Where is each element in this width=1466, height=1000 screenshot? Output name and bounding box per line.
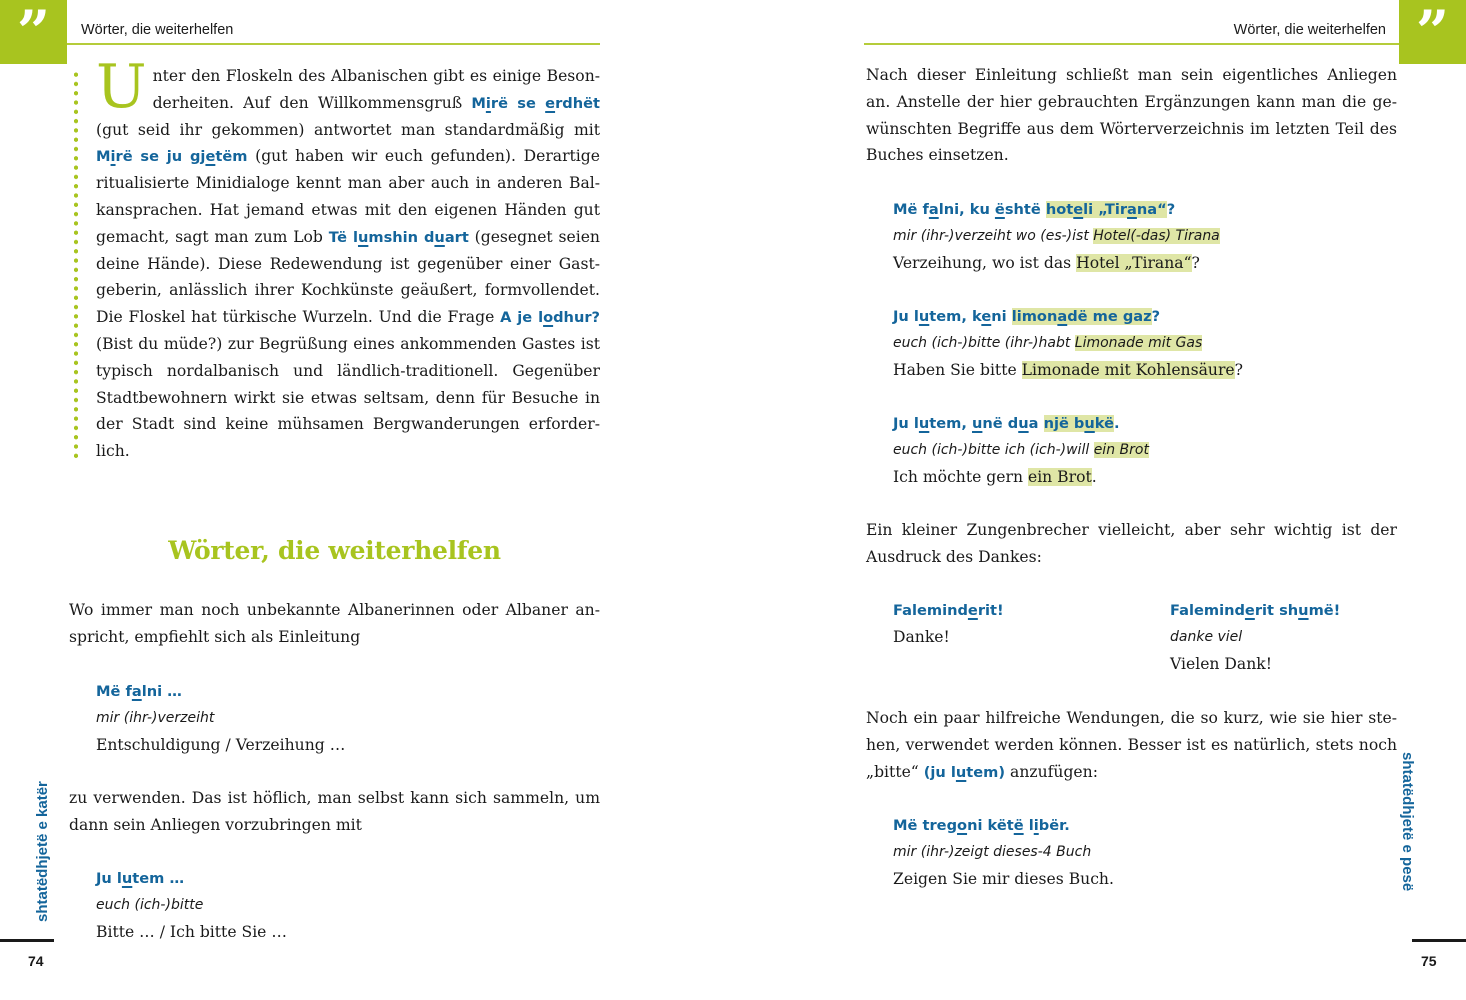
albanian-phrase: Më falni … [96,683,182,700]
albanian-phrase: Të lumshin duart [328,228,469,246]
gloss-line: mir (ihr-)zeigt dieses-4 Buch [893,843,1092,860]
footer-rule [1412,939,1466,942]
thanks-phrase [1170,597,1397,677]
side-page-label: shtatëdhjetë e pesë [1399,752,1416,892]
translation-line: Verzeihung, wo ist das Hotel „Tirana“? [893,253,1200,272]
side-page-label: shtatëdhjetë e katër [34,781,51,922]
closing-quote-icon: ” [0,0,67,64]
highlighted-term: Hotel(-das) Tirana [1093,227,1220,244]
highlighted-term: limonadë me gaz [1011,308,1152,325]
albanian-phrase: Faleminderit! [893,602,1004,619]
albanian-phrase: Ju lutem, keni limonadë me gaz? [893,308,1161,325]
page-number: 75 [1421,953,1437,969]
paragraph: Nach dieser Einleitung schließt man sein eigentliches Anliegen an. Anstelle der hier gebrauchten Ergänzungen kann man die ge- wünschten Begriffe aus dem Wörterverzeichnis im letzten Teil des Buches einsetzen. [866,66,1397,165]
translation-line: Bitte … / Ich bitte Sie … [96,922,287,941]
highlighted-term: Hotel „Tirana“ [1076,253,1192,272]
translation-line: Vielen Dank! [1170,654,1272,673]
translation-line: Haben Sie bitte Limonade mit Kohlensäure? [893,360,1243,379]
translation-line: Entschuldigung / Verzeihung … [96,735,346,754]
gloss-line: euch (ich-)bitte (ihr-)habt Limonade mit Gas [893,334,1203,351]
highlighted-term: një bukë [1043,415,1114,432]
gloss-line: euch (ich-)bitte [96,896,204,913]
albanian-phrase: Mirë se ju gjetëm [96,148,248,166]
header-rule [864,43,1399,45]
paragraph: Noch ein paar hilfreiche Wendungen, die so kurz, wie sie hier ste- hen, verwendet werden können. Besser ist es natürlich, stets noch „bitte“ (ju lutem) anzufügen: [866,709,1397,781]
paragraph: Wo immer man noch unbekannte Albanerinnen oder Albaner an- spricht, empfiehlt sich als Einleitung [69,601,600,646]
right-page [733,0,1466,1000]
gloss-line: mir (ihr-)verzeiht wo (es-)ist Hotel(-das) Tirana [893,227,1220,244]
footer-rule [0,939,54,942]
section-heading: Wörter, die weiterhelfen [168,536,501,565]
albanian-phrase: A je lodhur? [500,309,600,327]
translation-line: Zeigen Sie mir dieses Buch. [893,869,1114,888]
example-phrase [893,303,1397,383]
highlighted-term: hoteli „Tirana“ [1045,201,1167,218]
dotted-margin-rule [74,70,78,460]
running-header: Wörter, die weiterhelfen [1233,22,1386,38]
highlighted-term: Limonade mit Gas [1074,334,1203,351]
intro-paragraph: U nter den Floskeln des Albanischen gibt es einige Beson- derheiten. Auf den Willkommensgruß Mirë se erdhët (gut seid ihr gekommen) antwortet man standardmäßig mit Mirë se ju gjetëm (gut haben wir euch gefunden). Derartige ritualisierte Minidialoge kennt man aber auch in anderen Bal- kansprachen. Hat jemand etwas mit den eigenen Händen gut gemacht, sagt man zum Lob Të lumshin duart (gesegnet seien deine Hände). Diese Redewendung ist gegenüber einer Gast- geberin, anlässlich ihrer Kochkünste geäußert, formvollendet. Die Floskel hat türkische Wurzeln. Und die Frage A je lodhur? (Bist du müde?) zur Begrüßung eines ankommenden Gastes ist typisch nordalbanisch und ländlich-traditionell. Gegenüber Stadtbewohnern wirkt sie etwas seltsam, denn für Besuche in der Stadt sind keine mühsamen Bergwanderungen erforder- lich. [96,52,600,461]
albanian-phrase: Faleminderit shumë! [1170,602,1341,619]
running-header: Wörter, die weiterhelfen [81,22,234,38]
highlighted-term: Limonade mit Kohlensäure [1021,360,1235,379]
gloss-line: mir (ihr-)verzeiht [96,709,215,726]
example-phrase [96,678,600,758]
highlighted-term: ein Brot [1093,441,1149,458]
example-phrase [893,410,1397,490]
closing-quote-icon: ” [1399,0,1466,64]
albanian-phrase: (ju lutem) [923,763,1006,781]
example-phrase [893,812,1397,892]
page-number: 74 [28,953,44,969]
albanian-phrase: Mirë se erdhët [471,94,600,112]
example-phrase [96,865,600,945]
gloss-line: euch (ich-)bitte ich (ich-)will ein Brot [893,441,1149,458]
example-phrase [893,196,1397,276]
paragraph: zu verwenden. Das ist höflich, man selbst kann sich sammeln, um dann sein Anliegen vorzubringen mit [69,789,600,834]
paragraph: Ein kleiner Zungenbrecher vielleicht, aber sehr wichtig ist der Ausdruck des Dankes: [866,521,1397,566]
gloss-line: danke viel [1170,628,1243,645]
header-rule [67,43,600,45]
translation-line: Ich möchte gern ein Brot. [893,467,1097,486]
translation-line: Danke! [893,627,950,646]
albanian-phrase: Më falni, ku është hoteli „Tirana“? [893,201,1176,218]
dropcap: U [96,52,147,122]
albanian-phrase: Ju lutem, unë dua një bukë. [893,415,1120,432]
highlighted-term: ein Brot [1027,467,1092,486]
albanian-phrase: Më tregoni këtë libër. [893,817,1070,834]
albanian-phrase: Ju lutem … [96,870,185,887]
thanks-phrase [893,597,1153,651]
